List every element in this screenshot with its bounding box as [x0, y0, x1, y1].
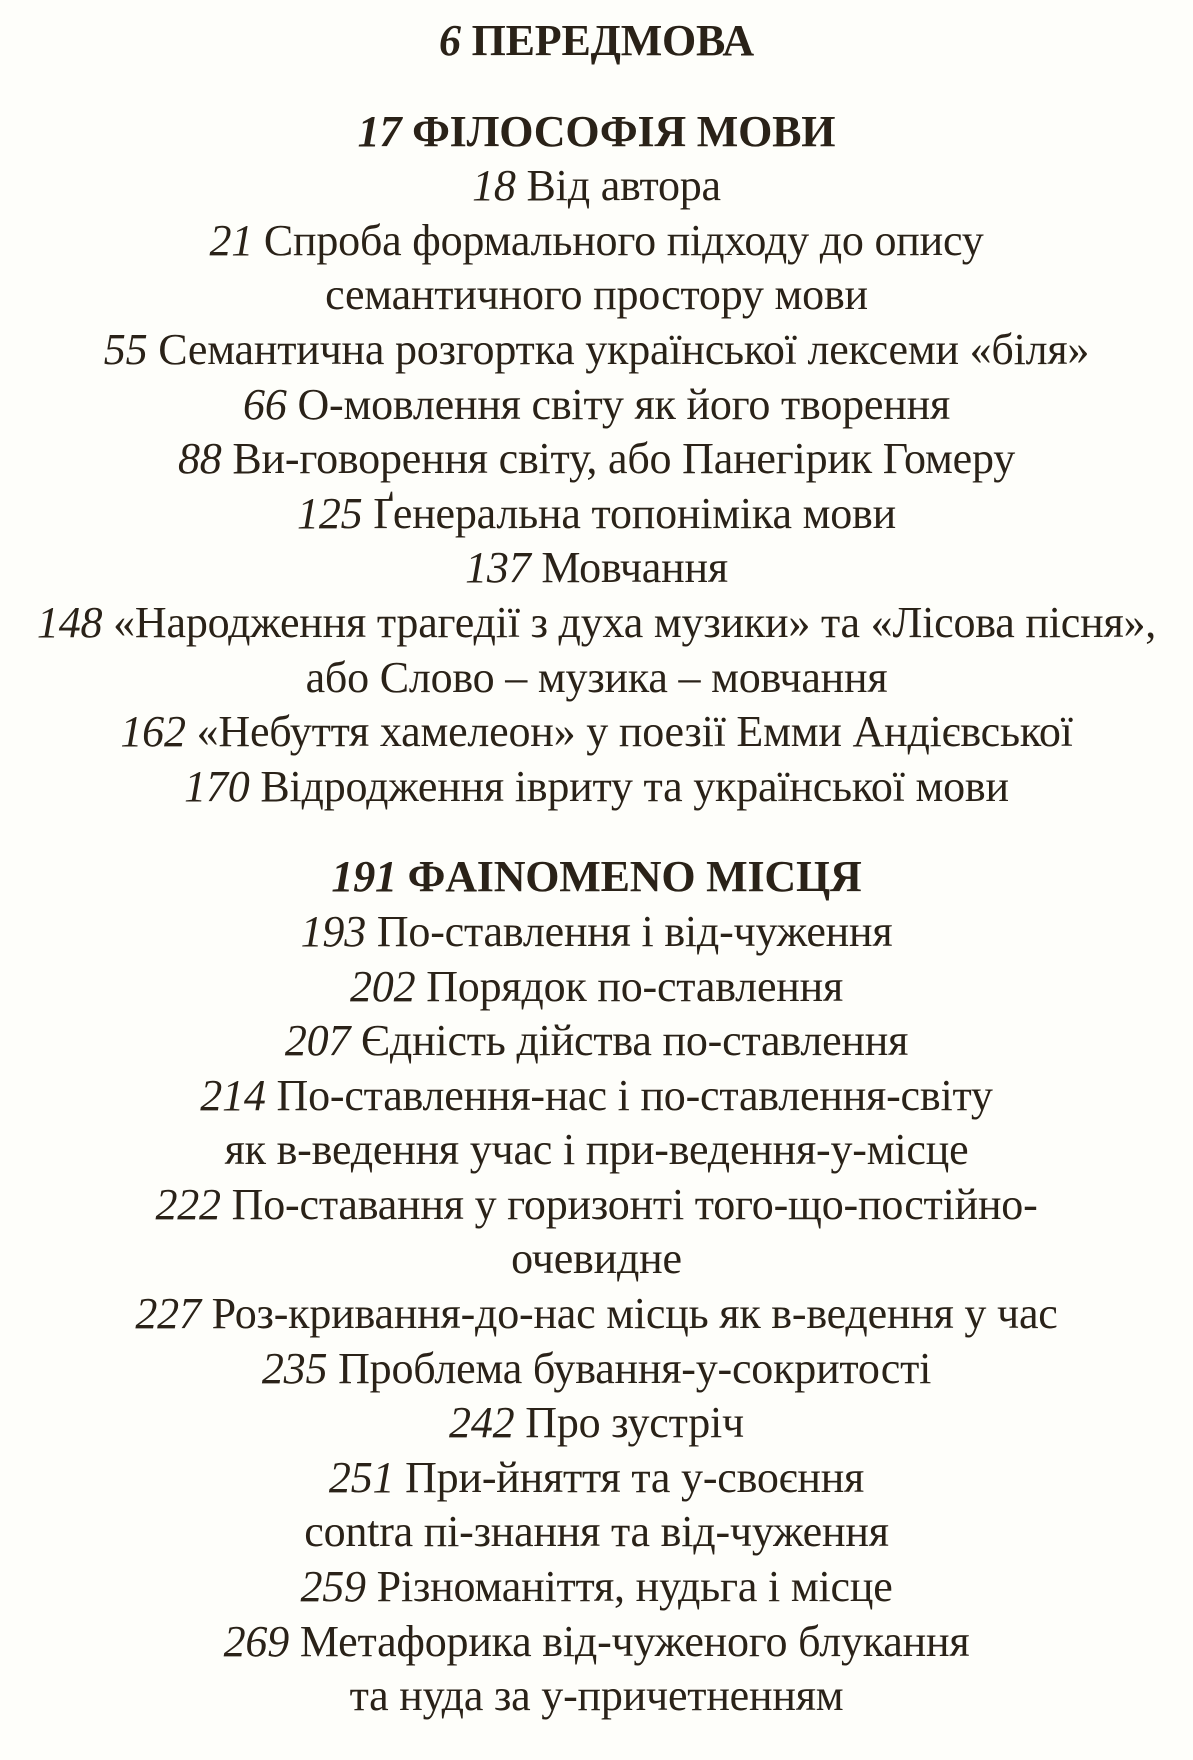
toc-entry [0, 1287, 1193, 1342]
toc-entry-continuation [0, 1669, 1193, 1724]
entry-page-number: 170 [184, 761, 250, 811]
entry-title: Ви-говорення світу, або Панегірик Гомеру [232, 434, 1016, 484]
table-of-contents [0, 14, 1193, 1724]
toc-entry [0, 541, 1193, 596]
section-title: ФІЛОСОФІЯ МОВИ [412, 106, 836, 156]
entry-title: Мовчання [541, 543, 728, 593]
entry-page-number: 259 [300, 1562, 366, 1612]
entry-page-number: 235 [261, 1343, 328, 1393]
toc-entry [0, 1014, 1193, 1069]
entry-title: очевидне [511, 1234, 682, 1284]
toc-entry [0, 1069, 1193, 1124]
toc-entry [0, 960, 1193, 1015]
toc-entry-continuation [0, 268, 1193, 323]
entry-title: Семантична розгортка української лексеми «біля» [158, 324, 1090, 374]
entry-title: Спроба формального підходу до опису [263, 215, 984, 265]
section-page-number: 17 [357, 106, 402, 156]
entry-title: як в-ведення учас і при-ведення-у-місце [224, 1125, 969, 1175]
toc-entry [0, 378, 1193, 433]
toc-entry [0, 1560, 1193, 1615]
toc-entry [0, 705, 1193, 760]
section-heading [0, 14, 1193, 69]
section-page-number: 6 [439, 16, 461, 65]
toc-entry [0, 1451, 1193, 1506]
entry-title: При-йняття та у-своєння [405, 1452, 865, 1502]
entry-title: contra пі-знання та від-чуження [304, 1507, 889, 1557]
entry-page-number: 214 [200, 1070, 266, 1120]
entry-title: По-ставання у горизонті того-що-постійно- [231, 1179, 1038, 1229]
section-page-number: 191 [331, 852, 397, 902]
toc-entry [0, 905, 1193, 960]
toc-entry [0, 1396, 1193, 1451]
entry-page-number: 227 [135, 1289, 201, 1339]
entry-title: Про зустріч [525, 1398, 744, 1448]
entry-title: Ґенеральна топоніміка мови [373, 488, 896, 538]
entry-title: Роз-кривання-до-нас місць як в-ведення у час [211, 1289, 1058, 1339]
section-heading [0, 105, 1193, 160]
entry-page-number: 242 [449, 1398, 515, 1448]
entry-page-number: 207 [284, 1016, 351, 1066]
section-spacer [0, 814, 1193, 850]
section-heading [0, 850, 1193, 905]
entry-title: Проблема бування-у-сокритості [338, 1343, 932, 1393]
entry-title: Порядок по-ставлення [426, 961, 844, 1011]
entry-title: Метафорика від-чуженого блукання [299, 1616, 970, 1666]
toc-entry-continuation [0, 1232, 1193, 1287]
entry-title: та нуда за у-причетненням [349, 1671, 844, 1721]
entry-title: Відродження івриту та української мови [260, 761, 1009, 811]
toc-entry [0, 487, 1193, 542]
toc-entry [0, 432, 1193, 487]
entry-title: По-ставлення-нас і по-ставлення-світу [276, 1070, 993, 1120]
entry-page-number: 18 [472, 161, 516, 211]
toc-entry [0, 1178, 1193, 1233]
toc-entry-continuation [0, 1505, 1193, 1560]
toc-entry [0, 159, 1193, 214]
entry-page-number: 193 [300, 906, 367, 956]
toc-entry [0, 214, 1193, 269]
entry-title: Від автора [526, 161, 721, 211]
toc-entry-continuation [0, 651, 1193, 706]
entry-page-number: 202 [349, 961, 416, 1011]
entry-page-number: 148 [36, 597, 103, 647]
entry-title: Різноманіття, нудьга і місце [376, 1562, 893, 1612]
entry-page-number: 137 [465, 543, 531, 593]
entry-title: По-ставлення і від-чуження [376, 906, 893, 956]
entry-title: «Небуття хамелеон» у поезії Емми Андієвської [196, 707, 1073, 757]
section-title: ПЕРЕДМОВА [471, 16, 754, 65]
toc-entry [0, 323, 1193, 378]
entry-page-number: 88 [177, 434, 222, 484]
entry-title: семантичного простору мови [325, 270, 868, 320]
entry-title: Єдність дійства по-ставлення [361, 1016, 909, 1066]
entry-page-number: 55 [103, 324, 148, 374]
toc-entry-continuation [0, 1123, 1193, 1178]
entry-page-number: 269 [223, 1616, 290, 1666]
toc-entry [0, 1615, 1193, 1670]
entry-page-number: 21 [209, 215, 254, 265]
entry-page-number: 125 [297, 488, 363, 538]
toc-entry [0, 596, 1193, 651]
entry-page-number: 66 [243, 379, 287, 429]
toc-entry [0, 760, 1193, 815]
entry-title: «Народження трагедії з духа музики» та «Лісова пісня», [113, 597, 1157, 647]
entry-title: О-мовлення світу як його творення [297, 379, 950, 429]
entry-page-number: 162 [120, 707, 186, 757]
entry-page-number: 251 [328, 1452, 395, 1502]
entry-page-number: 222 [155, 1179, 221, 1229]
toc-entry [0, 1342, 1193, 1397]
entry-title: або Слово – музика – мовчання [305, 652, 888, 702]
section-title: ФAINOMENO МІСЦЯ [407, 852, 862, 902]
section-spacer [0, 69, 1193, 105]
